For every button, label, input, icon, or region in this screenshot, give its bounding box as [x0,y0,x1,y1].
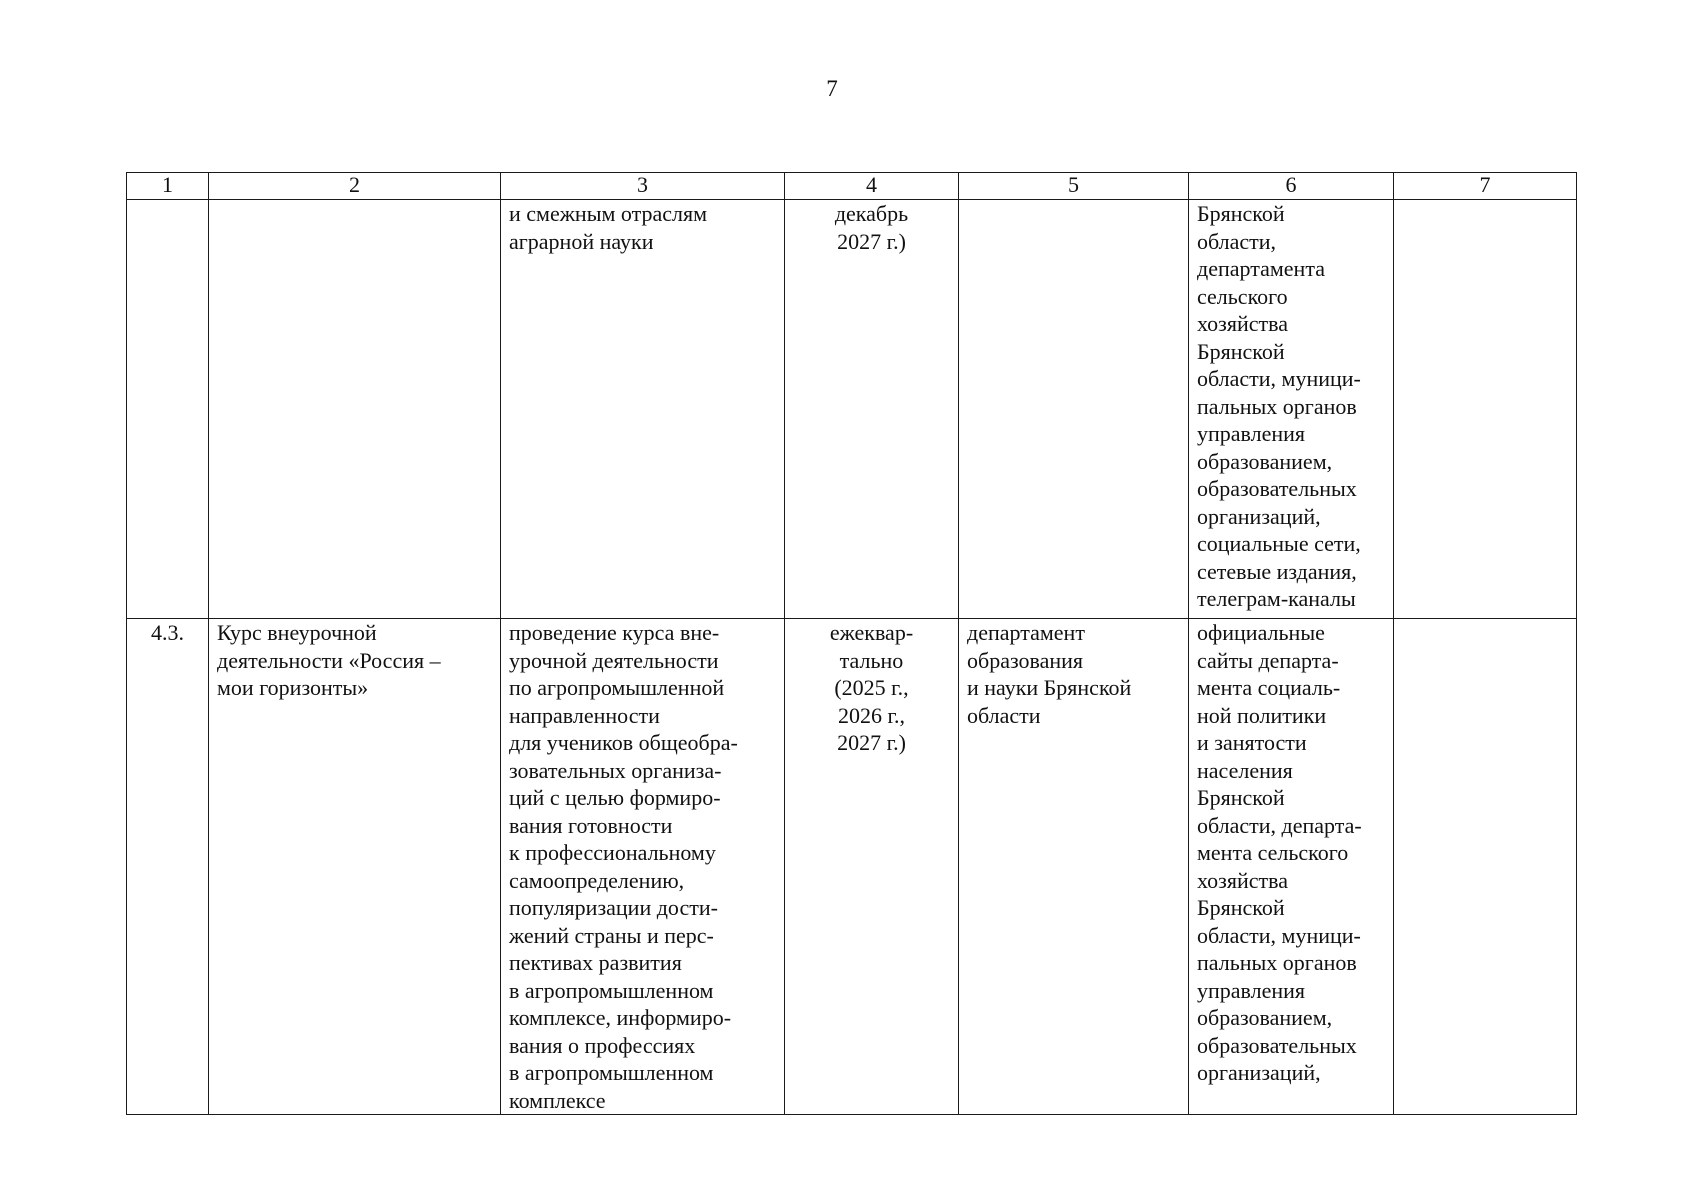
header-col-4: 4 [785,173,959,200]
header-col-3: 3 [501,173,785,200]
table-row [127,200,1577,619]
table-header [127,173,1577,200]
event-timing: декабрь 2027 г.) [834,201,909,254]
header-col-6: 6 [1189,173,1394,200]
event-name-cell [209,619,501,1115]
table-row [127,619,1577,1115]
header-col-2: 2 [209,173,501,200]
event-timing-cell [785,200,959,619]
event-executor-cell [959,619,1189,1115]
header-col-5: 5 [959,173,1189,200]
event-executor-cell [959,200,1189,619]
header-row [127,173,1577,200]
plan-table [126,172,1577,1115]
event-timing-cell [785,619,959,1115]
event-note-cell [1394,200,1577,619]
event-timing: ежеквар- тально (2025 г., 2026 г., 2027 г.) [829,620,914,755]
header-col-1: 1 [127,173,209,200]
event-content: и смежным отраслям аграрной науки [509,201,708,254]
event-content-cell [501,200,785,619]
event-content: проведение курса вне- урочной деятельности по агропромышленной направленности для учеников общеобра- зовательных организа- ций с целью формиро- вания готовности к профессиональному самоопределению, популяризации дости- жений страны и перс- пективах развития в агропромышленном комплексе, информиро- вания о профессиях в агропромышленном комплексе [509,620,738,1113]
page-number: 7 [826,76,838,101]
event-media: Брянской области, департамента сельского хозяйства Брянской области, муници- пальных органов управления образованием, образовательных организаций, социальные сети, сетевые издания, телеграм-каналы [1197,201,1361,611]
event-media-cell [1189,619,1394,1115]
event-name-cell [209,200,501,619]
event-media: официальные сайты департа- мента социаль- ной политики и занятости населения Брянской области, департа- мента сельского хозяйства Брянской области, муници- пальных органов управления образованием, образовательных организаций, [1197,620,1362,1085]
event-note-cell [1394,619,1577,1115]
row-number-cell [127,200,209,619]
event-media-cell [1189,200,1394,619]
row-number-cell [127,619,209,1115]
event-name: Курс внеурочной деятельности «Россия – мои горизонты» [217,620,441,700]
header-col-7: 7 [1394,173,1577,200]
event-content-cell [501,619,785,1115]
event-executor: департамент образования и науки Брянской области [967,620,1132,728]
row-number: 4.3. [151,620,184,645]
